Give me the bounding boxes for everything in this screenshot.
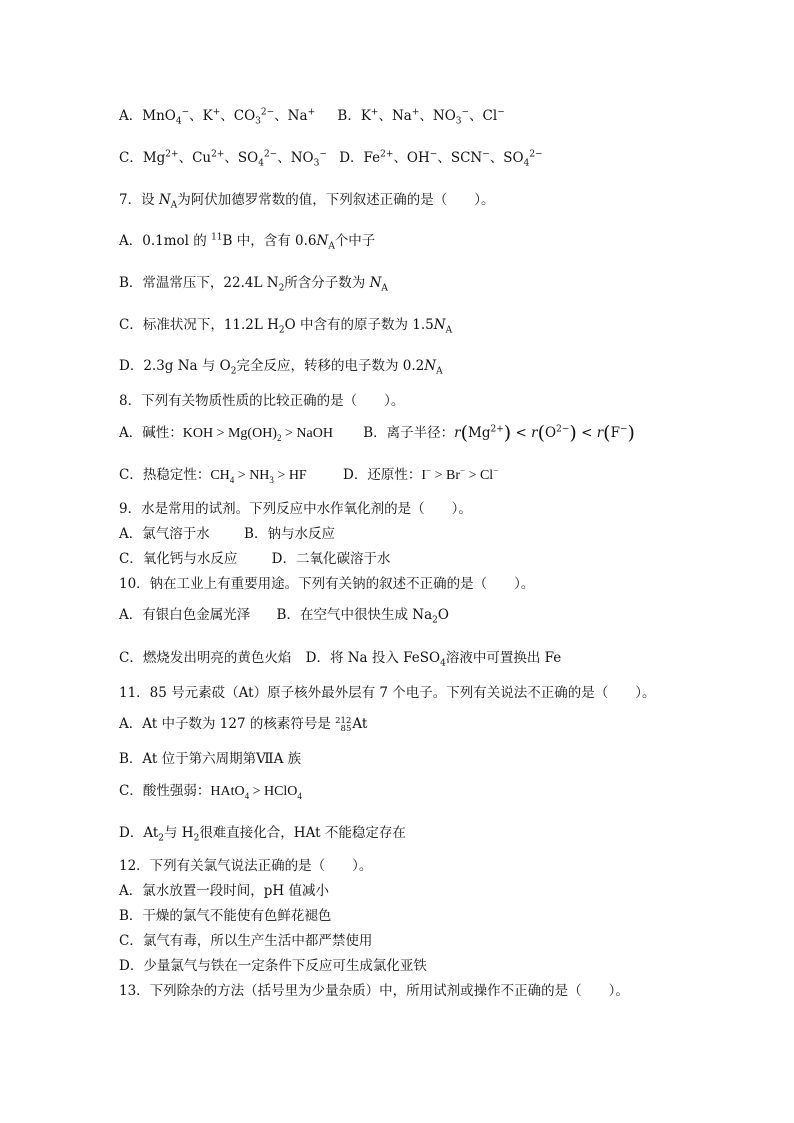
question-line: A．氯水放置一段时间，pH 值减小 [119,883,329,899]
question-line: D．少量氯气与铁在一定条件下反应可生成氯化亚铁 [119,958,427,974]
question-line: C．燃烧发出明亮的黄色火焰 D．将 Na 投入 FeSO$_4$溶液中可置换出 Fe [119,650,562,669]
question-line: D．$At_2$与 $H_2$很难直接化合，HAt 不能稳定存在 [119,825,406,844]
question-line: C．酸性强弱：HAtO$_4$ > HClO$_4$ [119,783,302,801]
question-line: C．氯气有毒，所以生产生活中都严禁使用 [119,933,373,949]
question-line: 12．下列有关氯气说法正确的是（ ）。 [119,858,373,874]
question-line: C．标准状况下，11.2L $H_2O$ 中含有的原子数为 $1.5N_A$ [119,317,453,336]
question-line: C．热稳定性：$CH_4 > NH_3$ > HF D．还原性：I− > Br− > Cl− [119,465,499,485]
question-line: C．氧化钙与水反应 D．二氧化碳溶于水 [119,551,391,567]
question-line: B．At 位于第六周期第ⅦA 族 [119,751,302,767]
question-line: 11．85 号元素砹（At）原子核外最外层有 7 个电子。下列有关说法不正确的是（ ）。 [119,685,656,701]
question-line: B．干燥的氯气不能使有色鲜花褪色 [119,908,332,924]
question-line: A．碱性：KOH > $Mg(OH)_2$ > NaOH B．离子半径：$r(Mg^{2+}) < r(O^{2-}) < r(F^-)$ [119,422,635,444]
question-line: C．$Mg^{2+}$、$Cu^{2+}$、$SO_4^{2-}$、$NO_3^-$ D．$Fe^{2+}$、OH−、SCN−、$SO_4^{2-}$ [119,149,543,169]
question-line: A．氯气溶于水 B．钠与水反应 [119,526,335,542]
question-line: A．At 中子数为 127 的核素符号是 212 85 At [119,715,368,734]
question-line: 7．设 $N_A$为阿伏加德罗常数的值，下列叙述正确的是（ ）。 [119,192,495,211]
question-line: A．0.1mol 的 $^{11}$B 中，含有 $0.6N_A$个中子 [119,232,376,252]
question-line: D．2.3g Na 与 $O_2$完全反应，转移的电子数为 $0.2N_A$ [119,358,443,377]
question-line: 9．水是常用的试剂。下列反应中水作氧化剂的是（ ）。 [119,501,472,517]
question-line: B．常温常压下，22.4L $N_2$所含分子数为 $N_A$ [119,275,388,294]
question-line: A．MnO$_4$−、K+、$CO_3^{2-}$、Na+ B．K+、Na+、$NO_3^-$、Cl− [119,107,505,127]
question-line: 8．下列有关物质性质的比较正确的是（ ）。 [119,393,405,409]
question-line: A．有银白色金属光泽 B．在空气中很快生成 $Na_2O$ [119,607,449,626]
question-line: 13．下列除杂的方法（括号里为少量杂质）中，所用试剂或操作不正确的是（ ）。 [119,983,629,999]
question-line: 10．钠在工业上有重要用途。下列有关钠的叙述不正确的是（ ）。 [119,576,535,592]
